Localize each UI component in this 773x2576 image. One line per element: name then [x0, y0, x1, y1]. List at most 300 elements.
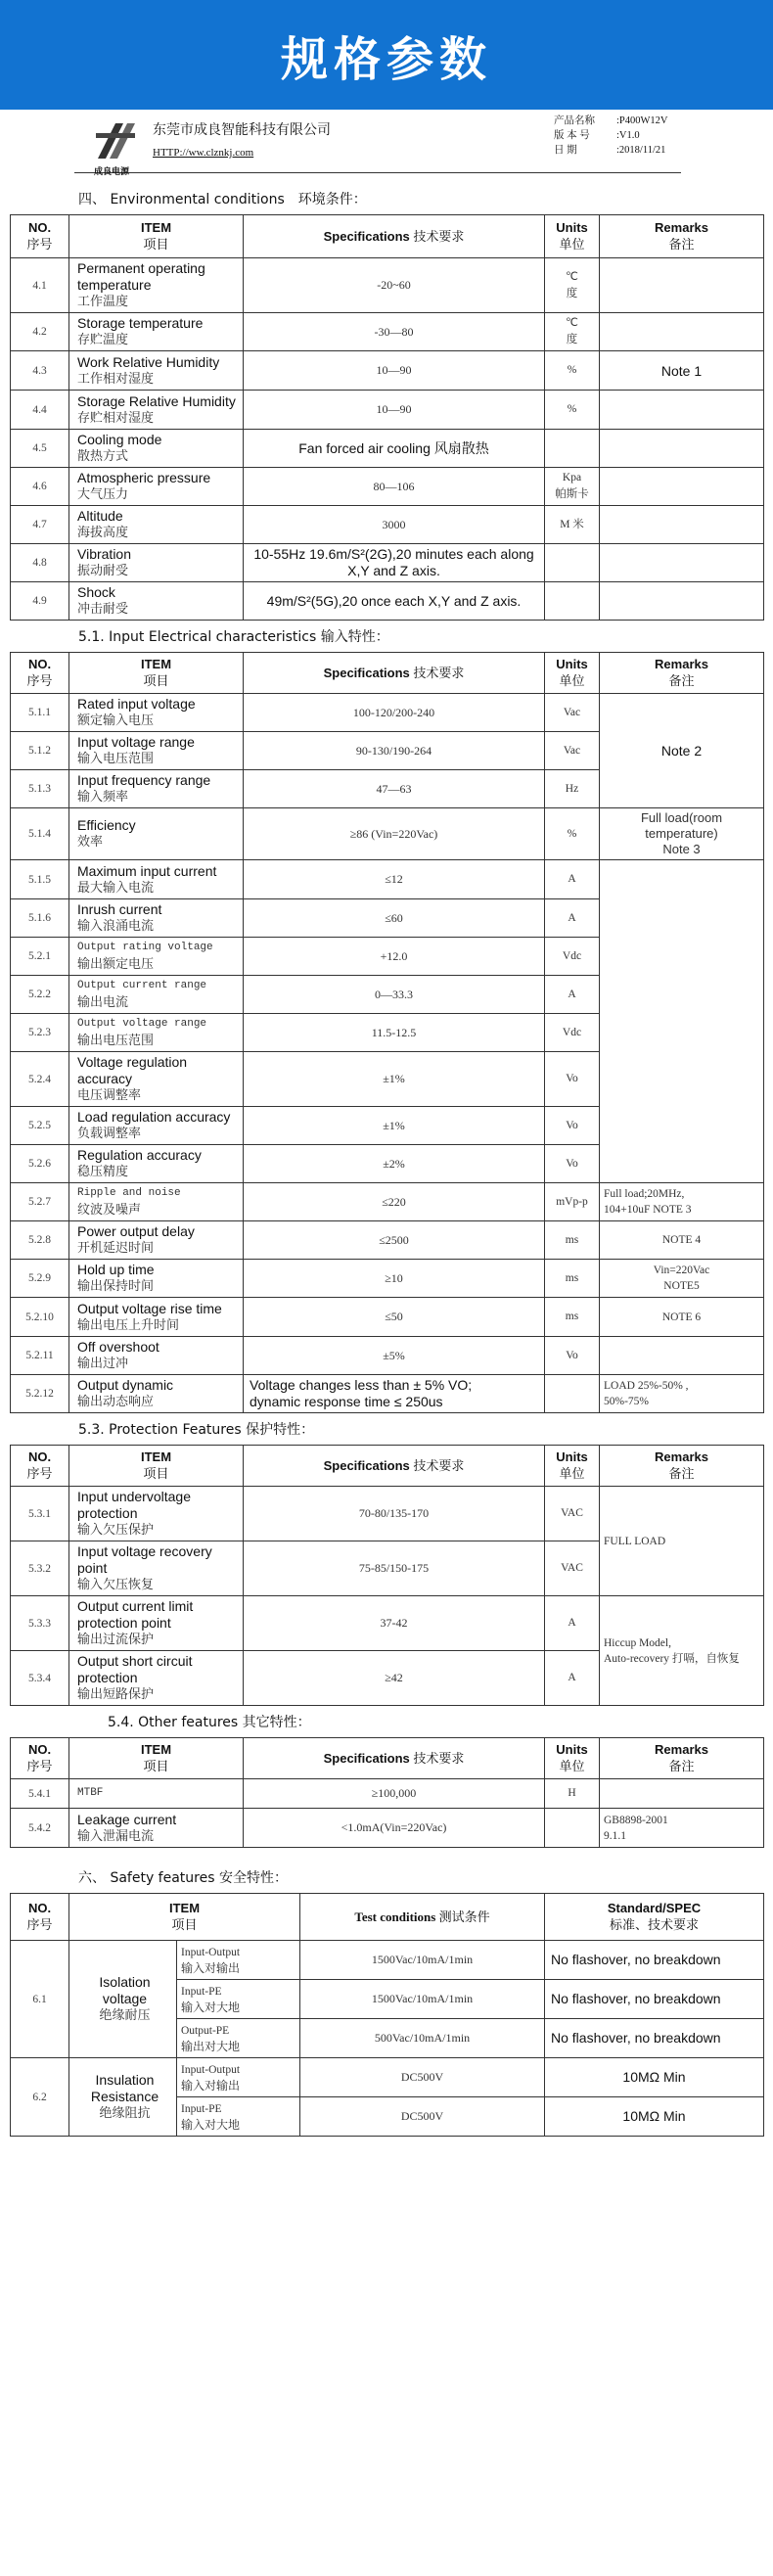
- item-chinese: 纹波及噪声: [77, 1203, 142, 1218]
- input-electrical-table: [10, 652, 764, 1413]
- item-english: Storage temperature: [77, 315, 204, 331]
- sub-item: [177, 2097, 300, 2137]
- sub-item-english: Input-PE: [181, 2102, 222, 2115]
- item-english: Insulation Resistance: [90, 2072, 159, 2104]
- spec-value: ≤220: [244, 1183, 545, 1221]
- item-chinese: 效率: [77, 835, 104, 850]
- item-english: Output current range: [77, 980, 207, 991]
- item-chinese: 负载调整率: [77, 1127, 142, 1141]
- unit-value: ℃ 度: [545, 313, 600, 351]
- item-cell: [69, 1183, 244, 1221]
- protection-table: [10, 1445, 764, 1706]
- col-test-conditions: Test conditions 测试条件: [300, 1894, 545, 1941]
- row-number: 5.2.7: [11, 1183, 69, 1221]
- table-row: [11, 258, 764, 313]
- item-cell: [69, 258, 244, 313]
- spec-value: ≥10: [244, 1260, 545, 1298]
- standard-value: No flashover, no breakdown: [545, 2019, 764, 2058]
- item-chinese: 工作温度: [77, 295, 129, 309]
- spec-value: ±1%: [244, 1052, 545, 1107]
- item-english: Efficiency: [77, 817, 136, 833]
- item-cell: [69, 1375, 244, 1413]
- company-name: 东莞市成良智能科技有限公司: [153, 122, 331, 138]
- item-english: Work Relative Humidity: [77, 353, 220, 370]
- company-url[interactable]: HTTP://ww.clznkj.com: [153, 147, 254, 159]
- test-condition: DC500V: [300, 2058, 545, 2097]
- item-cell: [69, 1260, 244, 1298]
- item-cell: [69, 506, 244, 544]
- remark-hiccup: Hiccup Model, Auto-recovery 打嗝，自恢复: [600, 1596, 764, 1706]
- remark-value: [600, 258, 764, 313]
- item-cell: [69, 468, 244, 506]
- col-no: NO. 序号: [11, 653, 69, 694]
- item-chinese: 输出过冲: [77, 1357, 129, 1371]
- spec-value: 80—106: [244, 468, 545, 506]
- test-condition: 1500Vac/10mA/1min: [300, 1941, 545, 1980]
- table-row: [11, 313, 764, 351]
- col-spec: Specifications 技术要求: [244, 1738, 545, 1779]
- page-title: 规格参数: [280, 31, 492, 87]
- unit-value: A: [545, 899, 600, 938]
- spec-document: [0, 110, 773, 2137]
- spec-value: 10—90: [244, 391, 545, 430]
- item-english: Ripple and noise: [77, 1187, 181, 1199]
- sub-item: [177, 2058, 300, 2097]
- spec-value: ≥100,000: [244, 1779, 545, 1809]
- item-english: Cooling mode: [77, 432, 162, 447]
- item-english: Power output delay: [77, 1223, 195, 1239]
- unit-value: Vo: [545, 1337, 600, 1375]
- row-number: 5.4.1: [11, 1779, 69, 1809]
- item-chinese: 额定输入电压: [77, 713, 155, 728]
- unit-value: H: [545, 1779, 600, 1809]
- row-number: 5.2.10: [11, 1298, 69, 1337]
- unit-value: A: [545, 1651, 600, 1706]
- item-cell: [69, 313, 244, 351]
- remark-value: GB8898-2001 9.1.1: [600, 1809, 764, 1848]
- item-english: Output current limit protection point: [77, 1598, 194, 1631]
- spec-value: ±2%: [244, 1145, 545, 1183]
- unit-value: Vac: [545, 694, 600, 732]
- item-cell: [69, 899, 244, 938]
- item-chinese: 输入泄漏电流: [77, 1828, 155, 1844]
- item-chinese: 大气压力: [77, 487, 129, 502]
- table-row: [11, 1487, 764, 1541]
- row-number: 5.2.6: [11, 1145, 69, 1183]
- spec-value: -20~60: [244, 258, 545, 313]
- spec-value: ±5%: [244, 1337, 545, 1375]
- sub-item: [177, 1980, 300, 2019]
- item-cell: [69, 391, 244, 430]
- col-units: Units 单位: [545, 215, 600, 258]
- item-chinese: 稳压精度: [77, 1165, 129, 1179]
- meta-row: 产品名称 :P400W12V: [554, 115, 668, 126]
- table-row: [11, 582, 764, 621]
- item-chinese: 输出保持时间: [77, 1279, 155, 1294]
- remark-value: [600, 1779, 764, 1809]
- unit-value: ms: [545, 1298, 600, 1337]
- company-logo-icon: [94, 119, 139, 162]
- item-cell: [69, 1779, 244, 1809]
- item-english: Inrush current: [77, 901, 162, 917]
- section-title-other: 5.4. Other features 其它特性：: [108, 1715, 311, 1730]
- spec-value: 70-80/135-170: [244, 1487, 545, 1541]
- unit-value: mVp-p: [545, 1183, 600, 1221]
- item-english: Hold up time: [77, 1262, 155, 1277]
- item-chinese: 开机延迟时间: [77, 1241, 155, 1256]
- table-row: [11, 1337, 764, 1375]
- item-english: Input voltage range: [77, 734, 195, 750]
- remark-value: NOTE 4: [600, 1221, 764, 1260]
- row-number: 4.9: [11, 582, 69, 621]
- table-header-row: [11, 215, 764, 258]
- test-condition: DC500V: [300, 2097, 545, 2137]
- spec-value: ≥86 (Vin=220Vac): [244, 808, 545, 860]
- remark-value: Note 1: [600, 351, 764, 391]
- row-number: 5.4.2: [11, 1809, 69, 1848]
- unit-value: Vdc: [545, 938, 600, 976]
- item-english: Load regulation accuracy: [77, 1109, 231, 1125]
- table-row: [11, 1298, 764, 1337]
- remark-value: [600, 313, 764, 351]
- item-chinese: 散热方式: [77, 449, 129, 464]
- spec-value: 47—63: [244, 770, 545, 808]
- table-row: [11, 1221, 764, 1260]
- unit-value: Vac: [545, 732, 600, 770]
- item-cell: [69, 1052, 244, 1107]
- item-chinese: 输出动态响应: [77, 1395, 155, 1409]
- spec-value: Voltage changes less than ± 5% VO; dynamic response time ≤ 250us: [244, 1375, 545, 1413]
- row-number: 5.2.11: [11, 1337, 69, 1375]
- spec-value: ≤2500: [244, 1221, 545, 1260]
- item-chinese: 冲击耐受: [77, 602, 129, 617]
- item-chinese: 存贮温度: [77, 333, 129, 347]
- item-chinese: 电压调整率: [77, 1088, 142, 1103]
- item-cell: [69, 808, 244, 860]
- other-features-table: [10, 1737, 764, 1848]
- unit-value: VAC: [545, 1487, 600, 1541]
- item-cell: [69, 1941, 177, 2058]
- item-cell: [69, 2058, 177, 2137]
- table-header-row: [11, 1894, 764, 1941]
- standard-value: 10MΩ Min: [545, 2097, 764, 2137]
- unit-value: %: [545, 808, 600, 860]
- item-english: Output voltage range: [77, 1018, 207, 1030]
- table-row: [11, 1375, 764, 1413]
- col-units: Units 单位: [545, 1738, 600, 1779]
- item-english: Storage Relative Humidity: [77, 392, 236, 409]
- row-number: 4.1: [11, 258, 69, 313]
- unit-value: Hz: [545, 770, 600, 808]
- item-english: Rated input voltage: [77, 696, 196, 712]
- table-row: [11, 694, 764, 732]
- row-number: 5.1.2: [11, 732, 69, 770]
- remark-value: Vin=220Vac NOTE5: [600, 1260, 764, 1298]
- spec-value: -30—80: [244, 313, 545, 351]
- unit-value: Vdc: [545, 1014, 600, 1052]
- table-row: [11, 544, 764, 582]
- col-item: ITEM 项目: [69, 1738, 244, 1779]
- row-number: 5.3.1: [11, 1487, 69, 1541]
- item-chinese: 输入频率: [77, 790, 129, 805]
- item-english: Output short circuit protection: [77, 1653, 193, 1685]
- col-standard: Standard/SPEC 标准、技术要求: [545, 1894, 764, 1941]
- item-english: Leakage current: [77, 1811, 177, 1827]
- sub-item-chinese: 输出对大地: [181, 2039, 241, 2053]
- item-english: Permanent operating temperature: [77, 260, 205, 293]
- remark-value: NOTE 6: [600, 1298, 764, 1337]
- table-header-row: [11, 1738, 764, 1779]
- spec-value: ±1%: [244, 1107, 545, 1145]
- row-number: 5.3.4: [11, 1651, 69, 1706]
- remark-full-load: FULL LOAD: [600, 1487, 764, 1596]
- item-chinese: 绝缘耐压: [99, 2008, 151, 2023]
- item-chinese: 输入欠压保护: [77, 1523, 155, 1538]
- item-chinese: 输出电流: [77, 995, 129, 1010]
- row-number: 5.2.9: [11, 1260, 69, 1298]
- item-english: Output voltage rise time: [77, 1300, 222, 1316]
- col-no: NO. 序号: [11, 1738, 69, 1779]
- col-spec: Specifications 技术要求: [244, 215, 545, 258]
- spec-value: 100-120/200-240: [244, 694, 545, 732]
- spec-value: 10-55Hz 19.6m/S²(2G),20 minutes each along X,Y and Z axis.: [244, 544, 545, 582]
- unit-value: A: [545, 976, 600, 1014]
- safety-table: [10, 1893, 764, 2137]
- row-number: 4.3: [11, 351, 69, 391]
- unit-value: M 米: [545, 506, 600, 544]
- table-row: [11, 2058, 764, 2097]
- unit-value: [545, 544, 600, 582]
- row-number: 5.2.5: [11, 1107, 69, 1145]
- unit-value: Vo: [545, 1145, 600, 1183]
- meta-row: 版 本 号 :V1.0: [554, 130, 640, 141]
- item-english: Regulation accuracy: [77, 1147, 202, 1163]
- sub-item-chinese: 输入对输出: [181, 1960, 241, 1975]
- item-chinese: 输出电压上升时间: [77, 1317, 180, 1333]
- section-title-protection: 5.3. Protection Features 保护特性：: [78, 1422, 315, 1438]
- sub-item-english: Input-Output: [181, 1946, 241, 1958]
- section-title-safety: 六、 Safety features 安全特性：: [78, 1870, 288, 1886]
- unit-value: [545, 1375, 600, 1413]
- title-banner: [0, 0, 773, 110]
- sub-item-chinese: 输入对输出: [181, 2078, 241, 2093]
- item-cell: [69, 770, 244, 808]
- item-cell: [69, 1221, 244, 1260]
- row-number: 4.2: [11, 313, 69, 351]
- remark-value: Full load;20MHz, 104+10uF NOTE 3: [600, 1183, 764, 1221]
- unit-value: A: [545, 1596, 600, 1651]
- row-number: 5.2.3: [11, 1014, 69, 1052]
- item-english: Shock: [77, 584, 115, 600]
- unit-value: Vo: [545, 1107, 600, 1145]
- remark-empty: [600, 1337, 764, 1375]
- item-chinese: 输出过流保护: [77, 1633, 155, 1647]
- unit-value: [545, 430, 600, 468]
- spec-value: 37-42: [244, 1596, 545, 1651]
- spec-value: +12.0: [244, 938, 545, 976]
- test-condition: 500Vac/10mA/1min: [300, 2019, 545, 2058]
- table-row: [11, 860, 764, 899]
- header-divider: [74, 172, 681, 173]
- item-chinese: 存贮相对湿度: [77, 410, 155, 426]
- unit-value: ℃ 度: [545, 258, 600, 313]
- row-number: 4.5: [11, 430, 69, 468]
- col-spec: Specifications 技术要求: [244, 1446, 545, 1487]
- col-spec: Specifications 技术要求: [244, 653, 545, 694]
- sub-item-english: Input-PE: [181, 1985, 222, 1998]
- row-number: 4.7: [11, 506, 69, 544]
- spec-value: ≤12: [244, 860, 545, 899]
- item-cell: [69, 1651, 244, 1706]
- row-number: 4.4: [11, 391, 69, 430]
- table-header-row: [11, 1446, 764, 1487]
- standard-value: No flashover, no breakdown: [545, 1980, 764, 2019]
- unit-value: [545, 582, 600, 621]
- row-number: 5.1.5: [11, 860, 69, 899]
- section-title-input: 5.1. Input Electrical characteristics 输入特性：: [78, 629, 389, 645]
- item-cell: [69, 1487, 244, 1541]
- spec-value: ≤60: [244, 899, 545, 938]
- item-english: Input frequency range: [77, 772, 211, 788]
- item-english: Input voltage recovery point: [77, 1543, 212, 1576]
- item-chinese: 输入浪涌电流: [77, 919, 155, 934]
- remark-empty: [600, 860, 764, 1183]
- meta-row: 日 期 :2018/11/21: [554, 145, 666, 156]
- table-row: [11, 468, 764, 506]
- item-cell: [69, 1809, 244, 1848]
- row-number: 5.2.2: [11, 976, 69, 1014]
- table-row: [11, 1941, 764, 1980]
- unit-value: ms: [545, 1260, 600, 1298]
- spec-value: ≥42: [244, 1651, 545, 1706]
- environment-table: [10, 214, 764, 621]
- item-cell: [69, 544, 244, 582]
- row-number: 5.2.4: [11, 1052, 69, 1107]
- document-meta: [554, 114, 668, 158]
- section-title-environment: 四、 Environmental conditions 环境条件：: [78, 192, 367, 207]
- remark-value: LOAD 25%-50% , 50%-75%: [600, 1375, 764, 1413]
- test-condition: 1500Vac/10mA/1min: [300, 1980, 545, 2019]
- table-row: [11, 1183, 764, 1221]
- table-row: [11, 1596, 764, 1651]
- spec-value: 3000: [244, 506, 545, 544]
- item-english: Isolation voltage: [99, 1974, 151, 2006]
- unit-value: Vo: [545, 1052, 600, 1107]
- col-no: NO. 序号: [11, 1446, 69, 1487]
- item-cell: [69, 976, 244, 1014]
- remark-value: [600, 506, 764, 544]
- col-no: NO. 序号: [11, 1894, 69, 1941]
- row-number: 6.2: [11, 2058, 69, 2137]
- item-english: MTBF: [77, 1787, 104, 1799]
- spec-value: Fan forced air cooling 风扇散热: [244, 430, 545, 468]
- remark-value: [600, 468, 764, 506]
- item-chinese: 绝缘阻抗: [99, 2106, 151, 2121]
- row-number: 5.1.4: [11, 808, 69, 860]
- item-cell: [69, 1107, 244, 1145]
- item-english: Altitude: [77, 508, 123, 524]
- item-english: Input undervoltage protection: [77, 1489, 191, 1521]
- row-number: 6.1: [11, 1941, 69, 2058]
- col-units: Units 单位: [545, 653, 600, 694]
- item-english: Output dynamic: [77, 1377, 174, 1393]
- item-cell: [69, 430, 244, 468]
- spec-value: 75-85/150-175: [244, 1541, 545, 1596]
- row-number: 5.1.3: [11, 770, 69, 808]
- unit-value: VAC: [545, 1541, 600, 1596]
- remark-note2: Note 2: [600, 694, 764, 808]
- unit-value: A: [545, 860, 600, 899]
- unit-value: ms: [545, 1221, 600, 1260]
- spec-value: <1.0mA(Vin=220Vac): [244, 1809, 545, 1848]
- item-cell: [69, 582, 244, 621]
- item-english: Off overshoot: [77, 1339, 159, 1355]
- item-cell: [69, 732, 244, 770]
- col-item: ITEM 项目: [69, 1894, 300, 1941]
- col-item: ITEM 项目: [69, 653, 244, 694]
- row-number: 5.3.3: [11, 1596, 69, 1651]
- item-cell: [69, 1014, 244, 1052]
- item-cell: [69, 860, 244, 899]
- table-row: [11, 430, 764, 468]
- col-remarks: Remarks 备注: [600, 1738, 764, 1779]
- spec-value: ≤50: [244, 1298, 545, 1337]
- table-row: [11, 351, 764, 391]
- unit-value: %: [545, 391, 600, 430]
- row-number: 5.2.12: [11, 1375, 69, 1413]
- remark-value: [600, 391, 764, 430]
- unit-value: %: [545, 351, 600, 391]
- table-row: [11, 1809, 764, 1848]
- remark-value: [600, 430, 764, 468]
- col-item: ITEM 项目: [69, 215, 244, 258]
- col-remarks: Remarks 备注: [600, 1446, 764, 1487]
- sub-item: [177, 1941, 300, 1980]
- item-cell: [69, 1541, 244, 1596]
- item-cell: [69, 1337, 244, 1375]
- item-cell: [69, 351, 244, 391]
- item-english: Voltage regulation accuracy: [77, 1054, 188, 1086]
- unit-value: [545, 1809, 600, 1848]
- item-chinese: 海拔高度: [77, 526, 129, 540]
- col-remarks: Remarks 备注: [600, 215, 764, 258]
- item-english: Atmospheric pressure: [77, 470, 211, 485]
- letterhead: [18, 110, 763, 177]
- remark-value: [600, 582, 764, 621]
- table-header-row: [11, 653, 764, 694]
- item-cell: [69, 938, 244, 976]
- item-chinese: 最大输入电流: [77, 880, 155, 896]
- remark-value: Full load(room temperature) Note 3: [600, 808, 764, 860]
- item-chinese: 工作相对湿度: [77, 371, 155, 387]
- sub-item-chinese: 输入对大地: [181, 2117, 241, 2132]
- remark-value: [600, 544, 764, 582]
- table-row: [11, 391, 764, 430]
- item-chinese: 输入电压范围: [77, 752, 155, 766]
- item-english: Output rating voltage: [77, 942, 213, 953]
- item-chinese: 振动耐受: [77, 564, 129, 578]
- sub-item-chinese: 输入对大地: [181, 2000, 241, 2014]
- table-row: [11, 808, 764, 860]
- standard-value: 10MΩ Min: [545, 2058, 764, 2097]
- table-row: [11, 1779, 764, 1809]
- row-number: 5.2.8: [11, 1221, 69, 1260]
- spec-value: 49m/S²(5G),20 once each X,Y and Z axis.: [244, 582, 545, 621]
- standard-value: No flashover, no breakdown: [545, 1941, 764, 1980]
- item-chinese: 输出额定电压: [77, 957, 155, 972]
- spec-value: 0—33.3: [244, 976, 545, 1014]
- col-item: ITEM 项目: [69, 1446, 244, 1487]
